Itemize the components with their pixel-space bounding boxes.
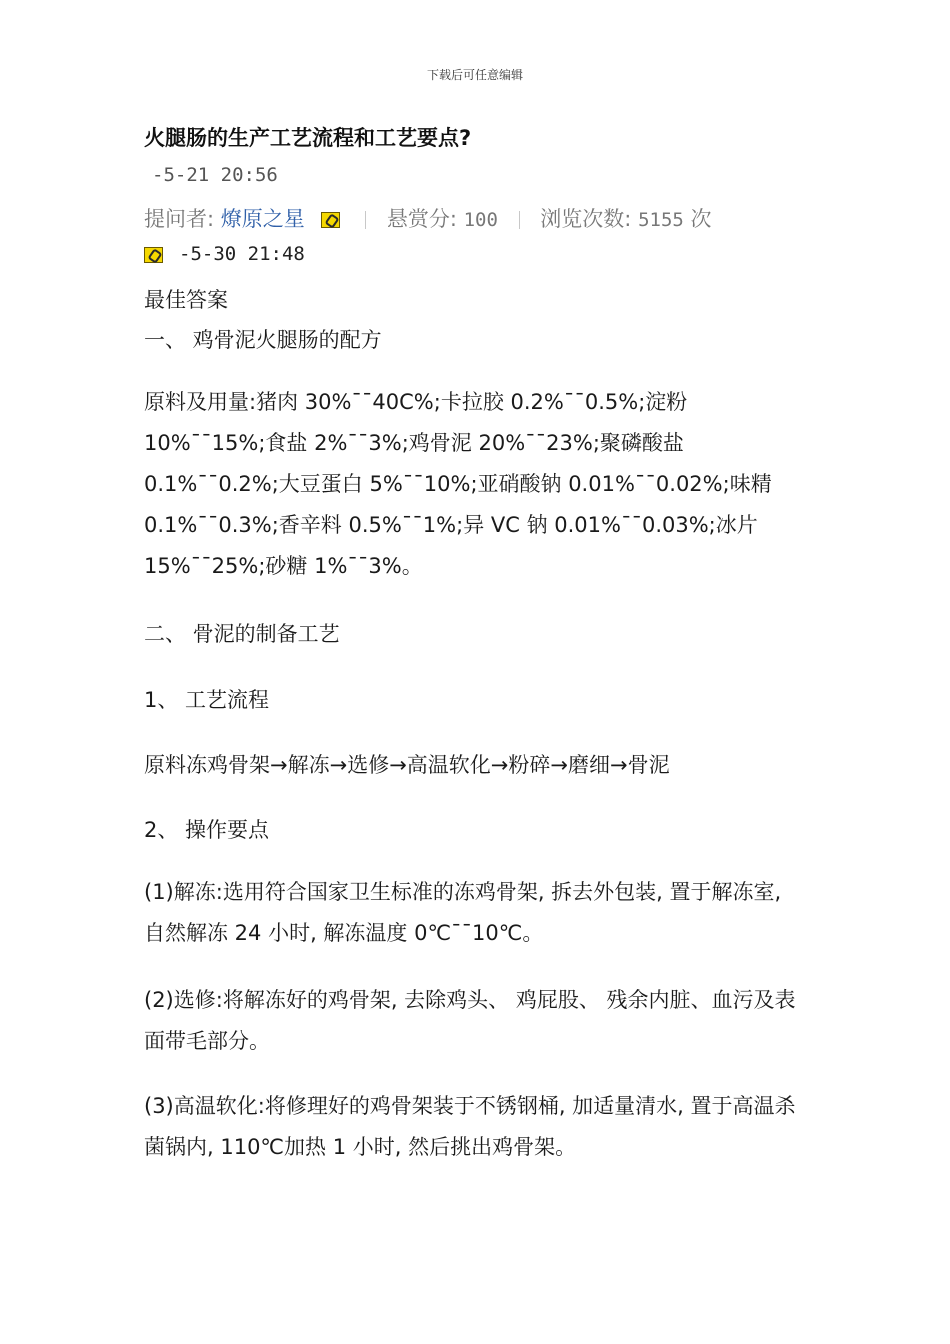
point-thawing: (1)解冻:选用符合国家卫生标准的冻鸡骨架, 拆去外包装, 置于解冻室, 自然解冻 24 小时, 解冻温度 0℃¯¯10℃。 bbox=[144, 880, 782, 945]
point-softening: (3)高温软化:将修理好的鸡骨架装于不锈钢桶, 加适量清水, 置于高温杀菌锅内, 110℃加热 1 小时, 然后挑出鸡骨架。 bbox=[144, 1094, 796, 1159]
subheading-process-flow: 1、 工艺流程 bbox=[144, 688, 270, 712]
meta-divider bbox=[519, 211, 520, 229]
download-note: 下载后可任意编辑 bbox=[426, 68, 523, 82]
question-meta bbox=[144, 203, 808, 233]
reward-value: 100 bbox=[463, 209, 498, 231]
formula-paragraph: 原料及用量:猪肉 30%¯¯40C%;卡拉胶 0.2%¯¯0.5%;淀粉 10%¯¯15%;食盐 2%¯¯3%;鸡骨泥 20%¯¯23%;聚磷酸盐 0.1%¯¯0.2%;大豆蛋白 5%¯¯10%;亚硝酸钠 0.01%¯¯0.02%;味精 0.1%¯¯0.3%;香辛料 0.5%¯¯1%;异 VC 钠 0.01%¯¯0.03%;冰片 15%¯¯25%;砂糖 1%¯¯3%。 bbox=[144, 390, 772, 578]
subheading-key-points: 2、 操作要点 bbox=[144, 818, 270, 842]
answer-date: -5-30 21:48 bbox=[179, 243, 305, 265]
question-date: -5-21 20:56 bbox=[152, 164, 278, 186]
section-heading-formula: 一、 鸡骨泥火腿肠的配方 bbox=[144, 328, 382, 352]
question-title: 火腿肠的生产工艺流程和工艺要点? bbox=[144, 126, 472, 150]
answer-date-row bbox=[144, 243, 808, 265]
views-label: 浏览次数: bbox=[540, 207, 632, 231]
asker-name-link[interactable]: 燎原之星 bbox=[220, 207, 305, 231]
point-trimming: (2)选修:将解冻好的鸡骨架, 去除鸡头、 鸡屁股、 残余内脏、血污及表面带毛部分。 bbox=[144, 988, 796, 1053]
section-heading-bone-paste: 二、 骨泥的制备工艺 bbox=[144, 622, 340, 646]
asker-label: 提问者: bbox=[144, 207, 215, 231]
user-level-badge-icon bbox=[144, 247, 163, 263]
views-unit: 次 bbox=[690, 207, 712, 231]
meta-divider bbox=[365, 211, 366, 229]
process-flow-text: 原料冻鸡骨架→解冻→选修→高温软化→粉碎→磨细→骨泥 bbox=[144, 753, 670, 777]
reward-label: 悬赏分: bbox=[386, 207, 457, 231]
views-value: 5155 bbox=[638, 209, 684, 231]
best-answer-label: 最佳答案 bbox=[144, 288, 228, 312]
user-level-badge-icon bbox=[321, 212, 340, 228]
